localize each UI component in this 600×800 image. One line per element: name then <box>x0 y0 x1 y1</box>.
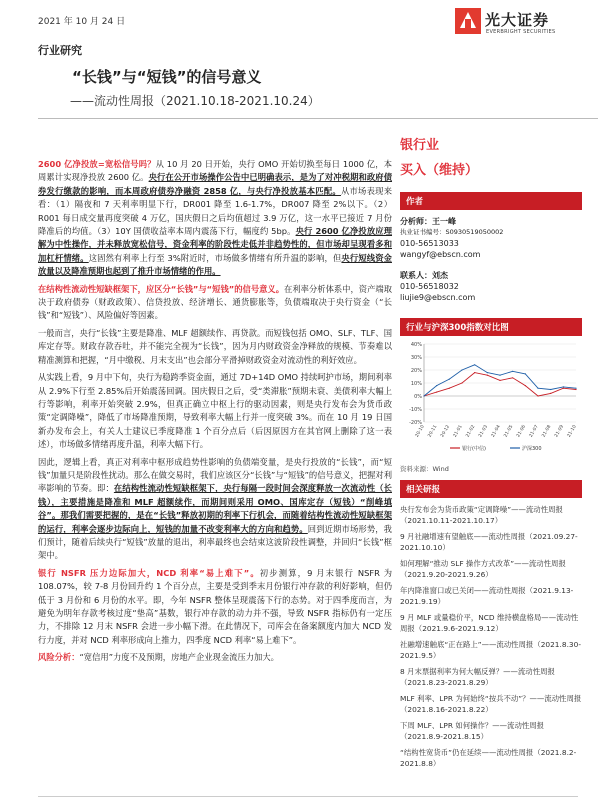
series-point <box>575 389 576 390</box>
text: 因此，逻辑上看，真正对利率中枢形成趋势性影响的负债端变量，是央行投放的“长钱”，而“短钱”加量只是阶段性扰动。那么在做交易时，我们应该区分“长钱”与“短钱”的信号意义，把握对利率影响的节奏。即： <box>38 456 392 494</box>
related-reports <box>400 480 582 774</box>
y-tick-label: 40% <box>410 342 422 348</box>
related-report-date: （2021.9.6-2021.9.12） <box>414 624 503 633</box>
related-report-date: （2021.10.11-2021.10.17） <box>400 516 503 525</box>
series-point <box>423 395 424 396</box>
logo-text-cn: 光大证券 <box>485 11 550 29</box>
text: 在结构性流动性短缺框架下，央行每隔一段时间会深度释放一次流动性（长钱），主要措施是降准和 MLF 超额续作，而期间则采用 OMO、国库定存（短钱）“削峰填谷”。那我们需要把握的，是在“长钱”释放初期的利率下行机会，而随着结构性流动性短缺框架的运行，利率会逐步边际向上，短钱的加量不改变利率大的方向和趋势。 <box>38 483 392 534</box>
logo-text-en: EVERBRIGHT SECURITIES <box>486 29 556 35</box>
related-report-date: （2021.9.20-2021.9.26） <box>400 570 493 579</box>
paragraph-6 <box>38 567 392 647</box>
footer-divider <box>38 796 578 797</box>
y-tick-label: 30% <box>410 355 422 361</box>
related-list <box>400 504 582 769</box>
related-report-title[interactable]: 年内降准窗口或已关闭——流动性周报 <box>400 586 526 595</box>
series-point <box>487 375 488 376</box>
related-report-title[interactable]: 如何理解“推动 SLF 操作方式改革”——流动性周报 <box>400 559 566 568</box>
industry-rating <box>400 134 582 178</box>
y-tick-label: 20% <box>410 368 422 374</box>
series-point <box>499 375 500 376</box>
series-point <box>499 380 500 381</box>
series-line-0 <box>424 373 576 396</box>
cert-number: 执业证书编号：S0930519050002 <box>400 228 504 236</box>
related-report-date: （2021.8.30-2021.9.5） <box>400 640 581 660</box>
related-report-title[interactable]: MLF 利率、LPR 为何始终“按兵不动”？——流动性周报 <box>400 694 582 703</box>
paragraph-1 <box>38 158 392 279</box>
y-tick-label: -20% <box>409 420 422 426</box>
series-point <box>436 385 437 386</box>
paragraph-7 <box>38 651 392 664</box>
related-report-item[interactable] <box>400 531 582 553</box>
x-tick-label: 21-10 <box>566 424 578 439</box>
x-tick-label: 21-01 <box>452 424 464 439</box>
main-body <box>38 158 392 669</box>
text: 从市场表现来看：（1）隔夜和 7 天利率明显下行，DR001 降至 1.6-1.7%，DR007 降至 2%以下。（2）R001 每日成交量再度突破 4 万亿，国庆假日之后均值超过 3.9 万亿，这一水平已接近 7 月份降准后的均值。（3）10Y 国债收益率本周内震荡下行，幅度约 5bp。 <box>38 185 392 237</box>
related-report-item[interactable] <box>400 558 582 580</box>
related-report-item[interactable] <box>400 720 582 742</box>
related-header: 相关研报 <box>400 480 582 498</box>
analyst-name: 分析师：王一峰 <box>400 217 456 226</box>
related-report-title[interactable]: 央行发布会为货币政策“定调降噪”——流动性周报 <box>400 505 563 514</box>
text: 一般而言，央行“长钱”主要是降准、MLF 超额续作、再贷款。而短钱包括 OMO、SLF、TLF、国库定存等。财政存款吞吐，并不能完全视为“长钱”，因为月内财政资金净释放的规模、节奏难以精准测算和把握，“月中缴税、月末支出”也会部分平滑掉财政资金对流动性的利好效应。 <box>38 327 392 365</box>
lead-1: 2600 亿净投放=宽松信号吗？ <box>38 159 156 169</box>
x-tick-label: 21-03 <box>478 424 490 439</box>
y-tick-label: 0% <box>414 394 422 400</box>
related-report-title[interactable]: 9 月 MLF 或量稳价平，NCD 维持横盘格局——流动性周报 <box>400 613 579 633</box>
x-tick-label: 21-04 <box>490 424 502 439</box>
page-title: “长钱”与“短钱”的信号意义 <box>72 68 262 86</box>
related-report-title[interactable]: 下周 MLF、LPR 如何操作？——流动性周报 <box>400 721 545 730</box>
x-tick-label: 20-10 <box>414 424 426 439</box>
related-report-item[interactable] <box>400 693 582 715</box>
related-report-title[interactable]: “结构性宽货币”仍在延续——流动性周报 <box>400 748 534 757</box>
lead-2: 在结构性流动性短缺框架下，应区分“长钱”与“短钱”的信号意义。 <box>38 283 285 294</box>
y-tick-label: 10% <box>410 381 422 387</box>
text: 从实践上看，9 月中下旬，央行为稳跨季资金面，通过 7D+14D OMO 持续呵护市场，期间利率从 2.9%下行至 2.85%后开始震荡回调。国庆假日之后，受“类滞胀”预期未衰、美债利率大幅上行等影响，利率开始突破 2.9%，但真正确立中枢上行的驱动因素，则是央行发布会为货币政策“定调降噪”，降低了市场降准预期，导致利率大幅上行并一度突破 3%。而在 10 月 19 日国新办发布会上，有关人士建议已季度降准 1 个百分点后（后因原因方在其官网上删除了这一表述），市场做多情绪再度升温，利率大幅下行。 <box>38 372 392 450</box>
contact-phone: 010-56518032 <box>400 282 459 291</box>
logo <box>455 6 595 42</box>
series-point <box>461 369 462 370</box>
text: 回到近期市场形势，我们预计，随着后续央行“短钱”放量的退出，利率最终也会结束这波阶段性调整，并回归“长钱”框架中。 <box>38 523 392 561</box>
related-report-date: （2021.8.23-2021.8.29） <box>400 678 493 687</box>
series-point <box>512 377 513 378</box>
series-point <box>525 373 526 374</box>
series-point <box>474 364 475 365</box>
related-report-date: （2021.9.13-2021.9.19） <box>400 586 574 606</box>
y-tick-label: -10% <box>409 407 422 413</box>
rating: 买入（维持） <box>400 163 479 178</box>
header-divider <box>38 118 598 119</box>
chart-header-box <box>400 318 582 336</box>
x-tick-label: 20-12 <box>440 424 452 439</box>
x-tick-label: 20-11 <box>427 424 439 439</box>
related-report-date: （2021.8.9-2021.8.15） <box>400 732 488 741</box>
paragraph-3 <box>38 327 392 367</box>
text: 在利率分析体系中，资产端取决于政府债券（财政政策）、信贷投放、经济增长、通货膨胀等，负债端取决于央行资金（“长钱”和“短钱”）、风险偏好等因素。 <box>38 283 392 321</box>
related-report-item[interactable] <box>400 639 582 661</box>
text: 央行短线资金放量以及降准预期也起到了推升市场情绪的作用。 <box>38 252 392 277</box>
x-tick-label: 21-08 <box>541 424 553 439</box>
analyst-phone: 010-56513033 <box>400 239 459 248</box>
author-block <box>400 192 582 303</box>
related-report-item[interactable] <box>400 612 582 634</box>
paragraph-5 <box>38 456 392 563</box>
legend-label: 银行(中信) <box>462 446 486 452</box>
x-tick-label: 21-07 <box>528 424 540 439</box>
text: 央行在公开市场操作公告中已明确表示，是为了对冲税期和政府债券发行缴款的影响，而本周政府债券净融资 2858 亿，与央行净投放基本匹配。 <box>38 172 393 196</box>
related-report-item[interactable] <box>400 747 582 769</box>
contact-name: 联系人：刘杰 <box>400 271 448 280</box>
x-tick-label: 21-09 <box>554 424 566 439</box>
series-point <box>537 395 538 396</box>
author-header: 作者 <box>400 192 582 210</box>
x-tick-label: 21-06 <box>516 424 528 439</box>
logo-icon <box>455 8 481 34</box>
paragraph-4 <box>38 371 392 451</box>
related-report-item[interactable] <box>400 585 582 607</box>
text: 这固然有利率上行至 3%附近时，市场做多情绪有所升温的影响，但 <box>88 252 342 263</box>
chart-source: 资料来源：Wind <box>400 465 449 473</box>
related-report-title[interactable]: 社融增速触底“正在路上”——流动性周报 <box>400 640 534 649</box>
series-point <box>449 388 450 389</box>
series-point <box>436 392 437 393</box>
text: “宽信用”力度不及预期，房地产企业现金流压力加大。 <box>79 652 279 663</box>
series-point <box>525 385 526 386</box>
legend-label: 沪深300 <box>522 446 542 452</box>
series-point <box>537 388 538 389</box>
series-point <box>550 393 551 394</box>
text: 初步测算，9 月末银行 NSFR 为 108.07%，较 7-8 月份回升约 1 个百分点，主要是受到季末月份银行冲存款的利好影响，但仍低于 3 月份和 6 月份的水平。即，今年 NSFR 整体呈现震荡下行的态势。对于四季度而言，为避免为明年存款考核过度“垫高”基数，银行冲存款的动力并不强，导致 NSFR 指标仍有一定压力，不排除 12 月末 NSFR 会进一步小幅下滑。在此情况下，司库会在备案额度内加大 NCD 发行力度，并对 NCD 利率形成向上推力，四季度 NCD 利率“易上难下”。 <box>38 567 393 645</box>
related-report-title[interactable]: 8 月末票据利率为何大幅反弹？——流动性周报 <box>400 667 555 676</box>
section-label: 行业研究 <box>38 44 82 57</box>
text: 央行 2600 亿净投放应理解为中性操作，并未释放宽松信号，资金利率的阶段性走低并非趋势性的，但市场却呈现看多和加杠杆情绪。 <box>38 226 393 263</box>
related-report-date: （2021.8.16-2021.8.22） <box>400 705 493 714</box>
series-point <box>563 388 564 389</box>
series-point <box>575 388 576 389</box>
series-point <box>550 389 551 390</box>
related-report-date: （2021.8.2-2021.8.8） <box>400 748 577 768</box>
series-point <box>461 382 462 383</box>
series-point <box>487 372 488 373</box>
paragraph-2 <box>38 283 392 323</box>
series-point <box>512 371 513 372</box>
lead-6: 银行 NSFR 压力边际加大，NCD 利率“易上难下”。 <box>38 567 260 578</box>
x-tick-label: 21-05 <box>503 424 515 439</box>
series-point <box>474 372 475 373</box>
related-report-item[interactable] <box>400 666 582 688</box>
performance-chart <box>400 338 582 454</box>
x-tick-label: 21-02 <box>465 424 477 439</box>
related-report-date: （2021.09.27-2021.10.10） <box>400 532 578 552</box>
page-subtitle: ——流动性周报（2021.10.18-2021.10.24） <box>70 94 320 108</box>
text: 从 10 月 20 日开始，央行 OMO 开始切换至每日 1000 亿，本周累计实现净投放 2600 亿。 <box>38 159 392 183</box>
series-point <box>449 379 450 380</box>
lead-7: 风险分析： <box>38 652 80 663</box>
related-report-title[interactable]: 9 月社融增速有望触底——流动性周报 <box>400 532 526 541</box>
industry-name: 银行业 <box>400 138 440 153</box>
related-report-item[interactable] <box>400 504 582 526</box>
report-date: 2021 年 10 月 24 日 <box>38 17 126 27</box>
series-point <box>563 386 564 387</box>
chart-header: 行业与沪深300指数对比图 <box>400 318 582 336</box>
analyst-email[interactable]: wangyf@ebscn.com <box>400 250 481 259</box>
contact-email[interactable]: liujie9@ebscn.com <box>400 293 476 302</box>
